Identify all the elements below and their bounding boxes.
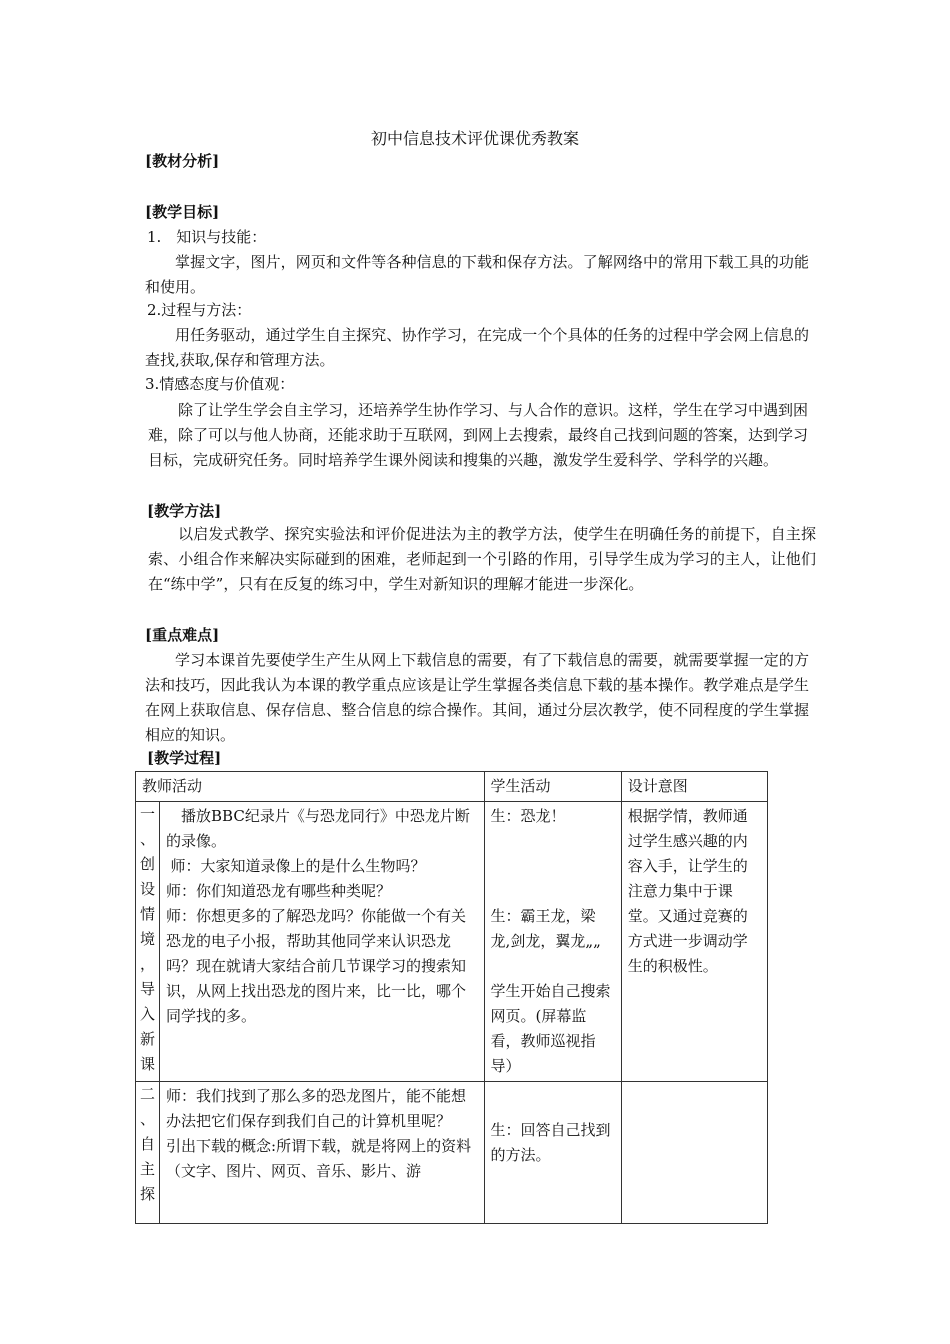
student-line: 生：恐龙！	[490, 807, 566, 825]
stage-char: 设	[140, 880, 156, 898]
stage-char: 导	[140, 980, 156, 998]
stage-char: 情	[140, 905, 156, 923]
student-line: 生：回答自己找到的方法。	[490, 1121, 611, 1164]
methods-text: 以启发式教学、探究实验法和评价促进法为主的教学方法，使学生在明确任务的前提下，自主探索、小组合作来解决实际碰到的困难，老师起到一个引路的作用，引导学生成为学习的主人，让他们在“练中学”，只有在反复的练习中，学生对新知识的理解才能进一步深化。	[148, 525, 816, 593]
table-row	[136, 1082, 768, 1224]
goal2-heading: 2.过程与方法：	[147, 301, 252, 319]
student-line: 学生开始自己搜索网页。(屏幕监看，教师巡视指导）	[490, 982, 611, 1075]
teacher-activity-2	[160, 1082, 485, 1224]
goal1-heading: 1. 知识与技能：	[147, 228, 267, 246]
section-heading-material: [教材分析]	[145, 152, 220, 170]
stage-label-2	[136, 1082, 160, 1224]
stage-char: 一	[140, 805, 156, 823]
teacher-line: 师：我们找到了那么多的恐龙图片，能不能想办法把它们保存到我们自己的计算机里呢？	[166, 1087, 467, 1130]
table-row	[136, 802, 768, 1082]
stage-label-1	[136, 802, 160, 1082]
student-activity-2	[484, 1082, 621, 1224]
teacher-line: 师：大家知道录像上的是什么生物吗？	[170, 857, 426, 875]
document-title: 初中信息技术评优课优秀教案	[370, 129, 579, 148]
stage-char: 主	[140, 1160, 156, 1178]
stage-char: ，	[140, 955, 156, 973]
student-activity-1	[484, 802, 621, 1082]
design-intent-1: 根据学情，教师通过学生感兴趣的内容入手，让学生的注意力集中于课堂。又通过竞赛的方式进一步调动学生的积极性。	[621, 802, 767, 1082]
goal2-text: 用任务驱动，通过学生自主探究、协作学习，在完成一个个具体的任务的过程中学会网上信息的查找,获取,保存和管理方法。	[145, 326, 809, 369]
header-student: 学生活动	[484, 772, 621, 802]
stage-char: 二	[140, 1085, 156, 1103]
keypoints-text: 学习本课首先要使学生产生从网上下载信息的需要，有了下载信息的需要，就需要掌握一定的方法和技巧，因此我认为本课的教学重点应该是让学生掌握各类信息下载的基本操作。教学难点是学生在网上获取信息、保存信息、整合信息的综合操作。其间，通过分层次教学，使不同程度的学生掌握相应的知识。	[145, 651, 809, 744]
section-heading-goals: [教学目标]	[145, 203, 220, 221]
teacher-line: 师：你们知道恐龙有哪些种类呢？	[166, 882, 392, 900]
teacher-activity-1	[160, 802, 485, 1082]
goal3-text: 除了让学生学会自主学习，还培养学生协作学习、与人合作的意识。这样，学生在学习中遇到困难，除了可以与他人协商，还能求助于互联网，到网上去搜索，最终自己找到问题的答案，达到学习目标，完成研究任务。同时培养学生课外阅读和搜集的兴趣，激发学生爱科学、学科学的兴趣。	[148, 401, 809, 469]
stage-char: 探	[140, 1185, 156, 1203]
header-teacher: 教师活动	[136, 772, 485, 802]
teacher-line: 播放BBC纪录片《与恐龙同行》中恐龙片断的录像。	[166, 807, 470, 850]
teaching-process-table	[135, 771, 768, 1224]
stage-char: 创	[140, 855, 156, 873]
stage-char: 境	[140, 930, 156, 948]
goal1-text: 掌握文字，图片，网页和文件等各种信息的下载和保存方法。了解网络中的常用下载工具的功能和使用。	[145, 253, 809, 296]
section-heading-methods: [教学方法]	[147, 502, 222, 520]
stage-char: 、	[140, 830, 156, 848]
student-line: 生：霸王龙，梁龙,剑龙，翼龙„„	[490, 907, 601, 950]
design-intent-2	[621, 1082, 767, 1224]
header-intent: 设计意图	[621, 772, 767, 802]
goal3-heading: 3.情感态度与价值观：	[145, 375, 295, 393]
teacher-line: 师：你想更多的了解恐龙吗？你能做一个有关恐龙的电子小报，帮助其他同学来认识恐龙吗？现在就请大家结合前几节课学习的搜索知识，从网上找出恐龙的图片来，比一比，哪个同学找的多。	[166, 907, 467, 1025]
stage-char: 课	[140, 1055, 156, 1073]
teacher-line: 引出下载的概念:所谓下载，就是将网上的资料（文字、图片、网页、音乐、影片、游	[166, 1137, 472, 1180]
table-header-row	[136, 772, 768, 802]
stage-char: 新	[140, 1030, 156, 1048]
stage-char: 自	[140, 1135, 156, 1153]
stage-char: 入	[140, 1005, 156, 1023]
section-heading-process: [教学过程]	[147, 749, 222, 767]
stage-char: 、	[140, 1110, 156, 1128]
section-heading-keypoints: [重点难点]	[145, 626, 220, 644]
